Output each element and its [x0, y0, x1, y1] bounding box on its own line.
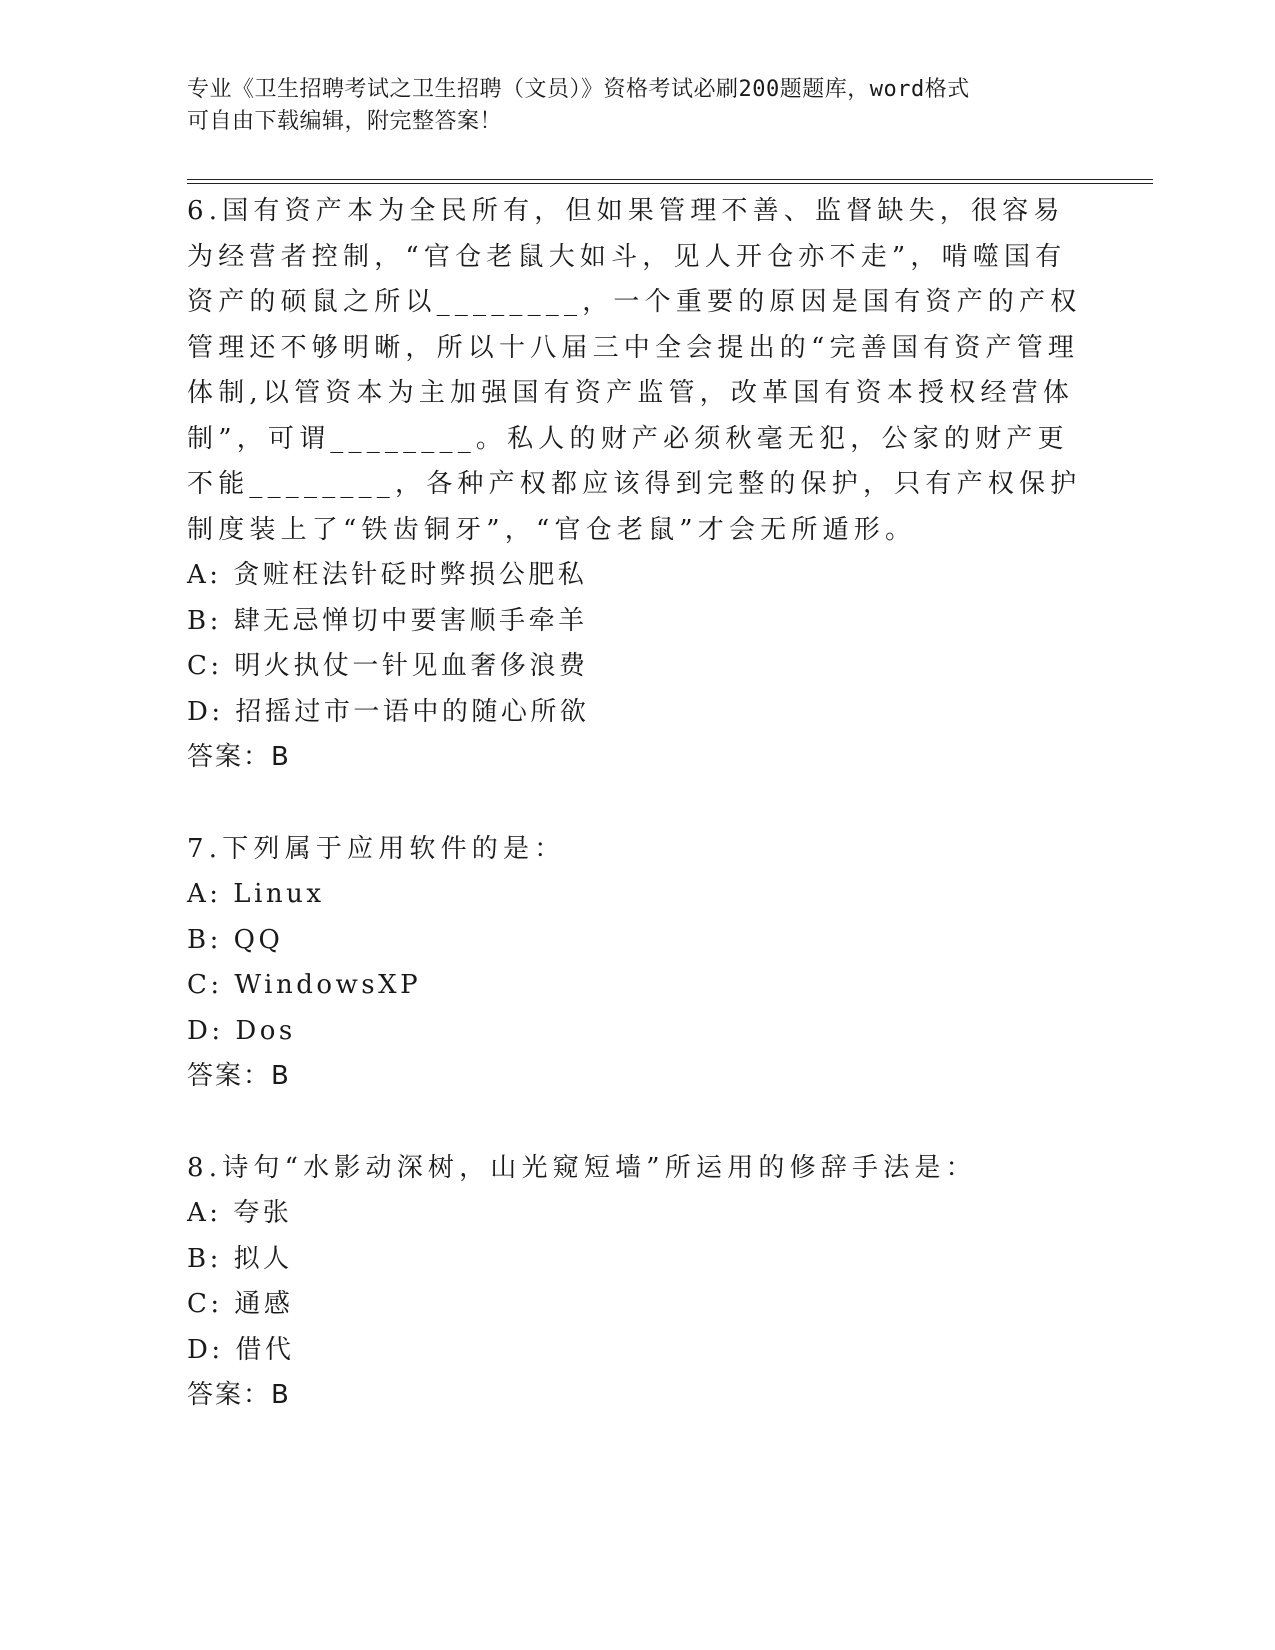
- header-line-1: 专业《卫生招聘考试之卫生招聘（文员）》资格考试必刷200题题库，word格式: [187, 77, 970, 102]
- question-list: [187, 189, 1087, 1419]
- header-line-2: 可自由下载编辑，附完整答案！: [187, 109, 503, 134]
- question-text: 7.下列属于应用软件的是：: [187, 833, 566, 864]
- option-d: D: 招摇过市一语中的随心所欲: [187, 696, 590, 727]
- question-text: 8.诗句“水影动深树，山光窥短墙”所运用的修辞手法是：: [187, 1152, 977, 1183]
- option-a: A: 贪赃枉法针砭时弊损公肥私: [187, 560, 588, 590]
- question-6: [187, 189, 1087, 781]
- option-b: B: 拟人: [187, 1243, 293, 1274]
- option-b: B: 肆无忌惮切中要害顺手牵羊: [187, 605, 588, 636]
- option-d: D: Dos: [187, 1015, 296, 1046]
- question-7: [187, 827, 1087, 1100]
- option-a: A: Linux: [187, 879, 325, 909]
- option-c: C: WindowsXP: [187, 970, 422, 1000]
- question-text: 6.国有资产本为全民所有，但如果管理不善、监督缺失，很容易为经营者控制，“官仓老鼠大如斗，见人开仓亦不走”，啃噬国有资产的硕鼠之所以________，一个重要的原因是国有资产的产权管理还不够明晰，所以十八届三中全会提出的“完善国有资产管理体制,以管资本为主加强国有资产监管，改革国有资本授权经营体制”，可谓________。私人的财产必须秋毫无犯，公家的财产更不能________，各种产权都应该得到完整的保护，只有产权保护制度装上了“铁齿铜牙”，“官仓老鼠”才会无所遁形。: [187, 196, 1082, 545]
- answer: 答案：B: [187, 742, 291, 772]
- option-c: C: 明火执仗一针见血奢侈浪费: [187, 651, 589, 681]
- spacer: [187, 781, 1087, 827]
- document-header: [187, 74, 1067, 138]
- header-rule-bottom: [187, 183, 1153, 184]
- option-c: C: 通感: [187, 1289, 294, 1319]
- answer: 答案：B: [187, 1380, 291, 1410]
- spacer: [187, 1100, 1087, 1146]
- option-a: A: 夸张: [187, 1198, 293, 1228]
- option-b: B: QQ: [187, 924, 284, 955]
- option-d: D: 借代: [187, 1334, 295, 1365]
- question-8: [187, 1146, 1087, 1419]
- answer: 答案：B: [187, 1061, 291, 1091]
- header-rule-top: [187, 179, 1153, 180]
